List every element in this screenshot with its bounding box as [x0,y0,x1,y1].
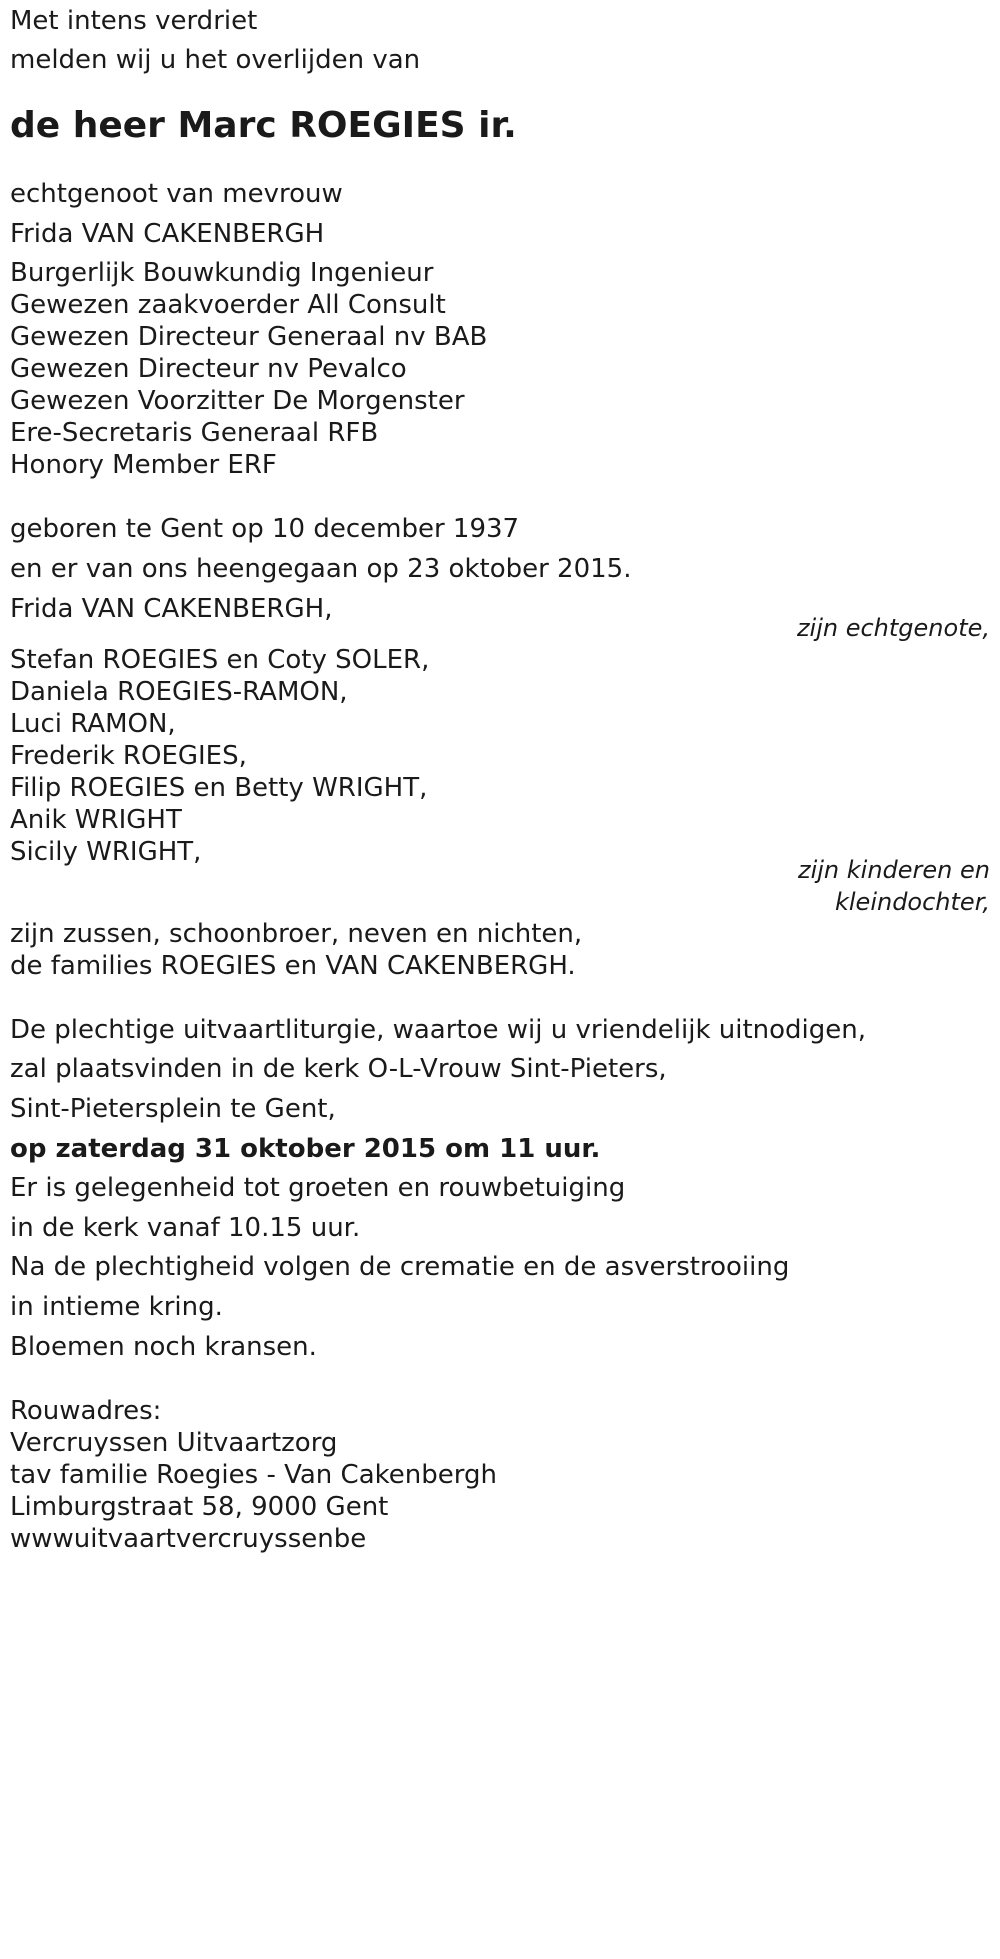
children-role-line-2: kleindochter, [834,888,990,916]
family-member: Stefan ROEGIES en Coty SOLER, [10,645,430,675]
title-item: Ere-Secretaris Generaal RFB [10,418,379,448]
family-member: Filip ROEGIES en Betty WRIGHT, [10,773,428,803]
address-line: Limburgstraat 58, 9000 Gent [10,1492,389,1522]
title-item: Gewezen Voorzitter De Morgenster [10,386,465,416]
family-member: Anik WRIGHT [10,805,182,835]
family-member: Frederik ROEGIES, [10,741,247,771]
spouse-intro-line: echtgenoot van mevrouw [10,179,343,209]
ceremony-line: Er is gelegenheid tot groeten en rouwbetuiging [10,1173,626,1203]
family-member: Sicily WRIGHT, [10,837,202,867]
address-line: Vercruyssen Uitvaartzorg [10,1428,338,1458]
spouse-role: zijn echtgenote, [796,614,990,642]
family-spouse: Frida VAN CAKENBERGH, [10,594,333,624]
ceremony-datetime: op zaterdag 31 oktober 2015 om 11 uur. [10,1134,601,1164]
ceremony-line: zal plaatsvinden in de kerk O-L-Vrouw Sint-Pieters, [10,1054,667,1084]
intro-line-1: Met intens verdriet [10,6,258,36]
family-other: zijn zussen, schoonbroer, neven en nichten, [10,919,583,949]
title-item: Gewezen Directeur nv Pevalco [10,354,407,384]
title-item: Honory Member ERF [10,450,277,480]
address-line: tav familie Roegies - Van Cakenbergh [10,1460,497,1490]
title-item: Burgerlijk Bouwkundig Ingenieur [10,258,434,288]
ceremony-line: Bloemen noch kransen. [10,1332,317,1362]
spouse-name: Frida VAN CAKENBERGH [10,219,325,249]
ceremony-line: in de kerk vanaf 10.15 uur. [10,1213,361,1243]
title-item: Gewezen zaakvoerder All Consult [10,290,446,320]
ceremony-line: Na de plechtigheid volgen de crematie en de asverstrooiing [10,1252,790,1282]
family-member: Daniela ROEGIES-RAMON, [10,677,348,707]
birth-line: geboren te Gent op 10 december 1937 [10,514,520,544]
deceased-name: de heer Marc ROEGIES ir. [10,105,517,146]
family-other: de families ROEGIES en VAN CAKENBERGH. [10,951,576,981]
family-member: Luci RAMON, [10,709,176,739]
ceremony-line: Sint-Pietersplein te Gent, [10,1094,336,1124]
title-item: Gewezen Directeur Generaal nv BAB [10,322,488,352]
address-website: wwwuitvaartvercruyssenbe [10,1524,367,1554]
ceremony-line: in intieme kring. [10,1292,223,1322]
address-label: Rouwadres: [10,1396,162,1426]
ceremony-line: De plechtige uitvaartliturgie, waartoe wij u vriendelijk uitnodigen, [10,1015,867,1045]
intro-line-2: melden wij u het overlijden van [10,45,421,75]
children-role-line-1: zijn kinderen en [798,856,990,884]
death-line: en er van ons heengegaan op 23 oktober 2015. [10,554,632,584]
